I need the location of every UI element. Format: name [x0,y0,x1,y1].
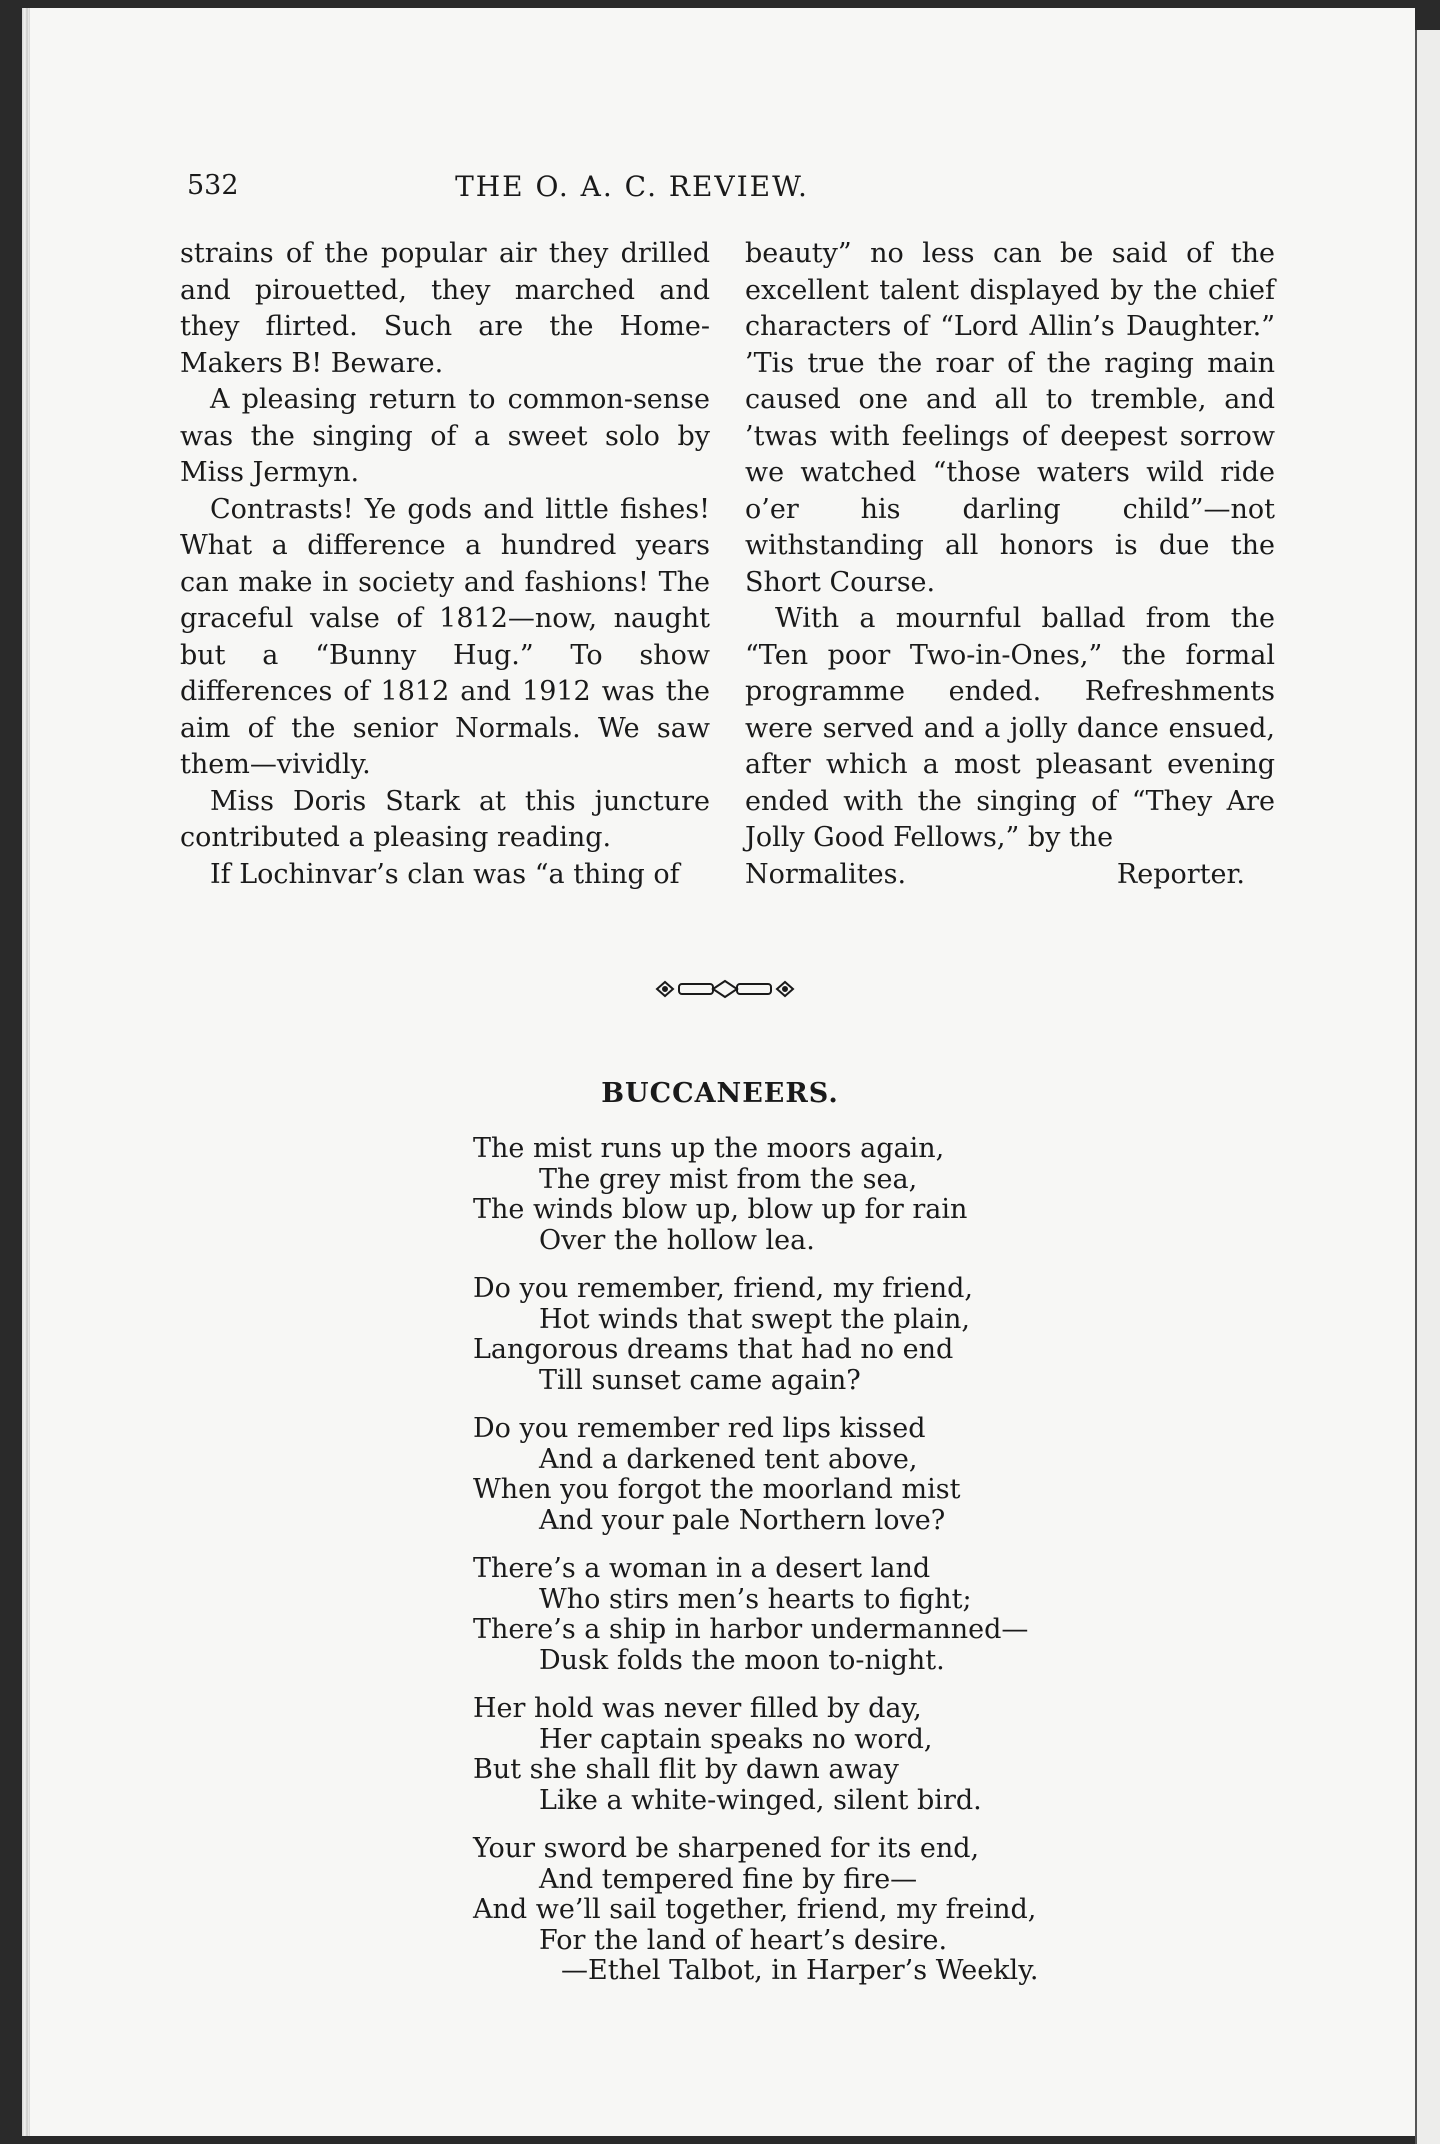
reporter-signature: Reporter. [1116,858,1245,890]
verse-line: Her hold was never filled by day, [473,1693,922,1724]
stanza [473,1134,1093,1256]
verse-line: Till sunset came again? [539,1364,861,1396]
poem-attribution: —Ethel Talbot, in Harper’s Weekly. [561,1955,1039,1986]
verse-line: Do you remember red lips kissed [473,1413,926,1444]
verse-line: And your pale Northern love? [539,1504,946,1536]
verse-line: Hot winds that swept the plain, [539,1303,970,1335]
verse-line: Her captain speaks no word, [539,1723,933,1755]
paragraph: A pleasing return to common-sense was the singing of a sweet solo by Miss Jermyn. [180,384,710,488]
paragraph: If Lochinvar’s clan was “a thing of [210,858,680,890]
verse-line: And we’ll sail together, friend, my freind, [473,1894,1037,1925]
verse-line: And tempered fine by fire— [539,1863,918,1895]
paragraph: With a mournful ballad from the “Ten poor Two-in-Ones,” the formal programme ended. Refreshments were served and a jolly dance ensued, after which a most pleasant evening ended with the singing of “They Are Jolly Good Fellows,” by the [745,603,1275,853]
stanza [473,1554,1093,1676]
stanza [473,1834,1093,1956]
verse-line: The grey mist from the sea, [539,1163,918,1195]
verse-line: Do you remember, friend, my friend, [473,1273,973,1304]
paragraph: strains of the popular air they drilled and pirouetted, they marched and they flirted. Such are the Home-Makers B! Beware. [180,238,710,379]
stanza [473,1274,1093,1396]
verse-line: But she shall flit by dawn away [473,1754,899,1785]
page-number: 532 [187,170,239,201]
verse-line: Who stirs men’s hearts to fight; [539,1583,972,1615]
left-column [180,236,710,893]
poem [473,1134,1093,1987]
paragraph: Miss Doris Stark at this juncture contributed a pleasing reading. [180,785,710,853]
verse-line: There’s a ship in harbor undermanned— [473,1614,1029,1645]
page-header [187,170,1277,214]
poem-title: BUCCANEERS. [601,1078,839,1109]
stanza [473,1414,1093,1536]
verse-line: Over the hollow lea. [539,1224,815,1256]
verse-line: Dusk folds the moon to-night. [539,1644,945,1676]
verse-line: Your sword be sharpened for its end, [473,1833,980,1864]
paragraph: beauty” no less can be said of the excellent talent displayed by the chief characters of “Lord Allin’s Daughter.” ’Tis true the roar of the raging main caused one and all to tremble, and ’twas with feelings of deepest sorrow we watched “those waters wild ride o’er his darling child”—not withstanding all honors is due the Short Course. [745,238,1275,598]
verse-line: Langorous dreams that had no end [473,1334,954,1365]
paragraph: Contrasts! Ye gods and little fishes! What a difference a hundred years can make in society and fashions! The graceful valse of 1812—now, naught but a “Bunny Hug.” To show differences of 1812 and 1912 was the aim of the senior Normals. We saw them—vividly. [180,493,710,780]
closing-line [745,857,1275,894]
stanza [473,1694,1093,1816]
verse-line: When you forgot the moorland mist [473,1474,961,1505]
verse-line: There’s a woman in a desert land [473,1553,931,1584]
closing-word: Normalites. [745,858,907,890]
verse-line: And a darkened tent above, [539,1443,918,1475]
verse-line: Like a white-winged, silent bird. [539,1784,982,1816]
verse-line: The mist runs up the moors again, [473,1133,945,1164]
verse-line: The winds blow up, blow up for rain [473,1194,968,1225]
verse-line: For the land of heart’s desire. [539,1924,948,1956]
ornament-divider-icon [655,978,795,1000]
right-column [745,236,1275,893]
running-title: THE O. A. C. REVIEW. [455,170,809,203]
